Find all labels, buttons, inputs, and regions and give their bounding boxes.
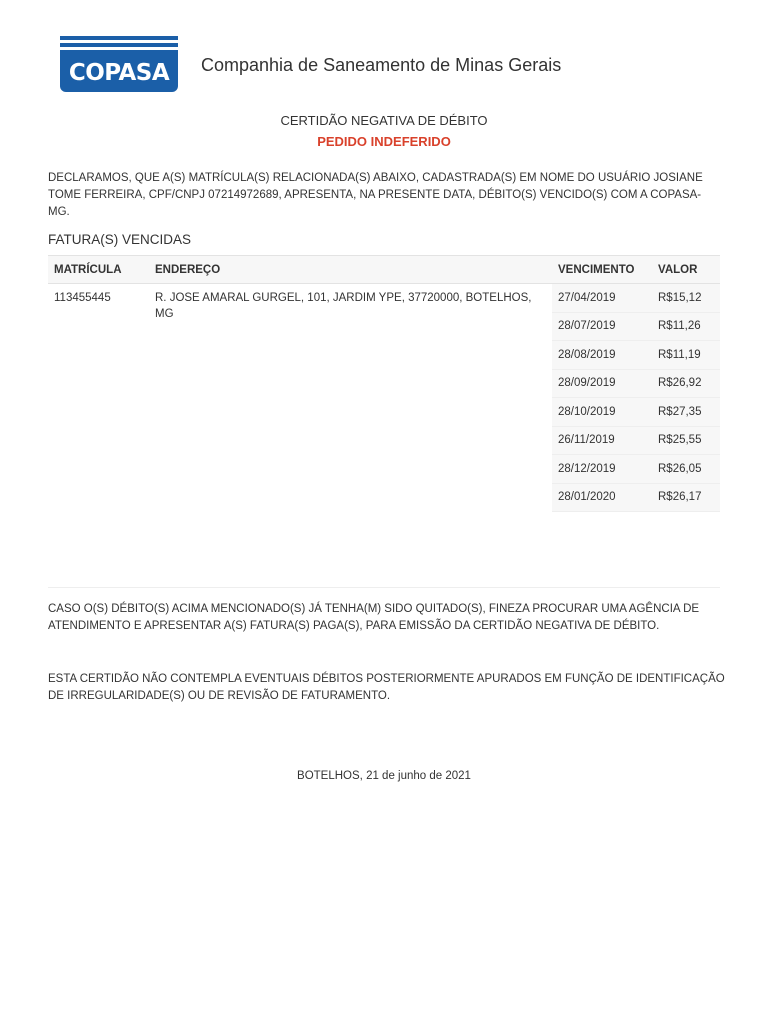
coverage-notice: ESTA CERTIDÃO NÃO CONTEMPLA EVENTUAIS DÉBITOS POSTERIORMENTE APURADOS EM FUNÇÃO DE IDENTIFICAÇÃO DE IRREGULARIDADE(S) OU DE REVISÃO DE FATURAMENTO.: [48, 673, 725, 702]
cell-valor: R$27,35: [652, 398, 720, 427]
cell-vencimento: 26/11/2019: [552, 426, 652, 455]
cell-valor: R$25,55: [652, 426, 720, 455]
cell-vencimento: 28/01/2020: [552, 483, 652, 512]
column-header-endereco: ENDEREÇO: [149, 256, 552, 284]
cell-valor: R$15,12: [652, 284, 720, 313]
cell-matricula: 113455445: [54, 292, 111, 304]
cell-valor: R$26,05: [652, 455, 720, 484]
place-and-date: BOTELHOS, 21 de junho de 2021: [297, 770, 471, 782]
declaration-text: DECLARAMOS, QUE A(S) MATRÍCULA(S) RELACIONADA(S) ABAIXO, CADASTRADA(S) EM NOME DO USUÁRIO JOSIANE TOME FERREIRA, CPF/CNPJ 07214972689, APRESENTA, NA PRESENTE DATA, DÉBITO(S) VENCIDO(S) COM A COPASA-MG.: [48, 172, 703, 218]
cell-vencimento: 28/08/2019: [552, 341, 652, 370]
cell-vencimento: 28/12/2019: [552, 455, 652, 484]
settlement-notice: CASO O(S) DÉBITO(S) ACIMA MENCIONADO(S) JÁ TENHA(M) SIDO QUITADO(S), FINEZA PROCURAR UMA AGÊNCIA DE ATENDIMENTO E APRESENTAR A(S) FATURA(S) PAGA(S), PARA EMISSÃO DA CERTIDÃO NEGATIVA DE DÉBITO.: [48, 603, 700, 632]
logo-text: COPASA: [68, 60, 170, 86]
request-status: PEDIDO INDEFERIDO: [317, 134, 451, 149]
column-header-valor: VALOR: [652, 256, 720, 284]
document-title: CERTIDÃO NEGATIVA DE DÉBITO: [280, 113, 488, 128]
cell-vencimento: 28/10/2019: [552, 398, 652, 427]
cell-vencimento: 27/04/2019: [552, 284, 652, 313]
table-header-row: [48, 256, 720, 284]
cell-valor: R$11,19: [652, 341, 720, 370]
section-divider: [48, 587, 720, 588]
copasa-logo: [60, 36, 178, 92]
cell-valor: R$26,17: [652, 483, 720, 512]
cell-endereco: R. JOSE AMARAL GURGEL, 101, JARDIM YPE, 37720000, BOTELHOS, MG: [155, 292, 532, 320]
cell-vencimento: 28/09/2019: [552, 369, 652, 398]
cell-valor: R$26,92: [652, 369, 720, 398]
logo-stripe: [60, 43, 178, 47]
cell-vencimento: 28/07/2019: [552, 312, 652, 341]
table-row: [48, 284, 720, 313]
logo-stripe: [60, 36, 178, 40]
cell-valor: R$11,26: [652, 312, 720, 341]
column-header-vencimento: VENCIMENTO: [552, 256, 652, 284]
section-title: FATURA(S) VENCIDAS: [48, 232, 192, 247]
logo-box: [60, 54, 178, 92]
company-name: Companhia de Saneamento de Minas Gerais: [201, 55, 562, 75]
column-header-matricula: MATRÍCULA: [48, 256, 149, 284]
invoices-table: [48, 255, 720, 512]
